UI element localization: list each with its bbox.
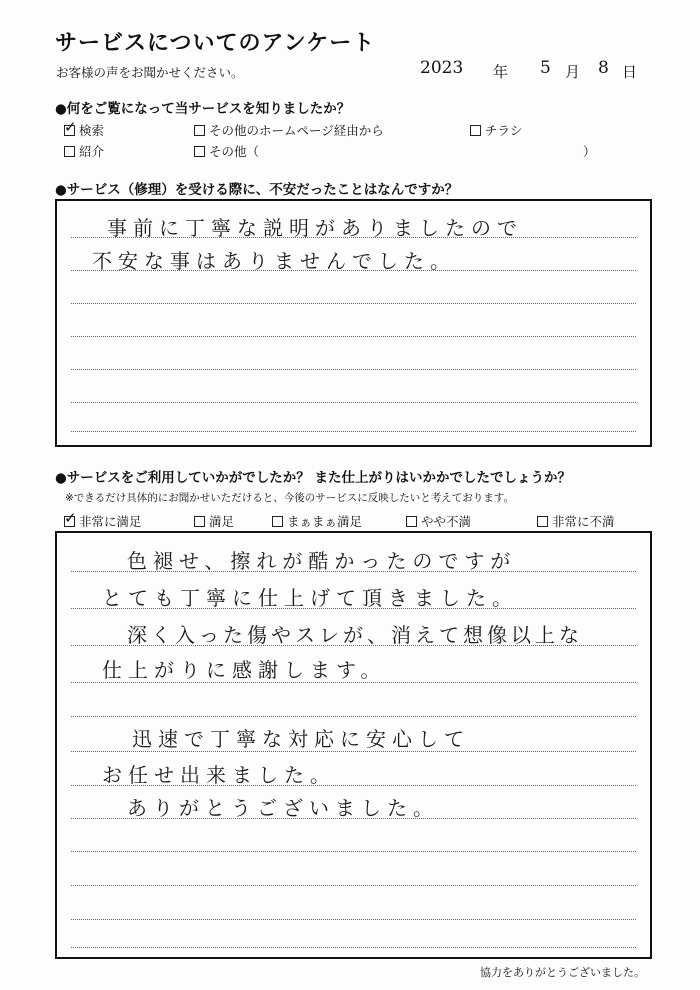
ruled-line bbox=[71, 336, 636, 337]
checkbox-somewhat-dissatisfied[interactable] bbox=[406, 516, 417, 527]
handwritten-answer-line: 仕上がりに感謝します。 bbox=[102, 658, 387, 682]
ruled-line bbox=[71, 431, 636, 432]
checkbox-other-homepage[interactable] bbox=[194, 125, 205, 136]
survey-title: サービスについてのアンケート bbox=[55, 31, 376, 56]
date-day: 8 bbox=[598, 58, 609, 78]
handwritten-answer-line: 迅速で丁寧な対応に安心して bbox=[132, 727, 470, 751]
checkbox-somewhat-satisfied[interactable] bbox=[272, 516, 283, 527]
rating-very-satisfied-label: 非常に満足 bbox=[79, 514, 142, 529]
satisfaction-note: ※できるだけ具体的にお聞かせいただけると、今後のサービスに反映したいと考えております。 bbox=[65, 492, 514, 504]
satisfaction-answer-box[interactable] bbox=[55, 531, 652, 959]
handwritten-answer-line: 深く入った傷やスレが、消えて想像以上な bbox=[127, 623, 583, 647]
rating-satisfied-label: 満足 bbox=[209, 514, 235, 529]
check-mark-icon: ✓ bbox=[64, 508, 77, 527]
checkbox-other[interactable] bbox=[194, 146, 205, 157]
rating-satisfied[interactable] bbox=[194, 512, 234, 530]
rating-somewhat-satisfied[interactable] bbox=[272, 512, 362, 530]
ruled-line bbox=[71, 919, 636, 920]
option-search-label: 検索 bbox=[79, 123, 105, 138]
ruled-line bbox=[71, 947, 636, 948]
concerns-answer-box[interactable] bbox=[55, 199, 652, 447]
date-month-label: 月 bbox=[565, 63, 581, 81]
checkbox-flyer[interactable] bbox=[470, 125, 481, 136]
footer-thanks: 協力をありがとうございました。 bbox=[480, 966, 645, 979]
option-flyer[interactable] bbox=[470, 121, 523, 139]
question-concerns: ●サービス（修理）を受ける際に、不安だったことはなんですか？ bbox=[55, 182, 459, 198]
check-mark-icon: ✓ bbox=[64, 117, 77, 136]
rating-somewhat-satisfied-label: まぁまぁ満足 bbox=[287, 514, 363, 529]
option-referral-label: 紹介 bbox=[79, 144, 105, 159]
rating-somewhat-dissatisfied[interactable] bbox=[406, 512, 471, 530]
rating-very-satisfied[interactable] bbox=[64, 508, 142, 530]
ruled-line bbox=[71, 885, 636, 886]
ruled-line bbox=[71, 851, 636, 852]
rating-somewhat-dissatisfied-label: やや不満 bbox=[421, 514, 472, 529]
question-satisfaction: ●サービスをご利用していかがでしたか？ また仕上がりはいかかでしたでしょうか？ bbox=[55, 470, 571, 486]
ruled-line bbox=[71, 716, 636, 717]
date-day-label: 日 bbox=[622, 63, 638, 81]
option-other-label: その他（ bbox=[209, 144, 260, 159]
handwritten-answer-line: とても丁寧に仕上げて頂きました。 bbox=[102, 586, 518, 610]
survey-subtitle: お客様の声をお聞かせください。 bbox=[56, 65, 244, 80]
option-other-homepage[interactable] bbox=[194, 121, 384, 139]
question-how-found: ●何をご覧になって当サービスを知りましたか？ bbox=[55, 101, 351, 117]
checkbox-very-satisfied[interactable] bbox=[64, 508, 77, 527]
ruled-line bbox=[71, 402, 636, 403]
rating-very-dissatisfied[interactable] bbox=[537, 512, 615, 530]
ruled-line bbox=[71, 369, 636, 370]
date-month: 5 bbox=[540, 58, 551, 78]
handwritten-answer-line: ありがとうございました。 bbox=[127, 796, 439, 820]
handwritten-answer-line: 色褪せ、擦れが酷かったのですが bbox=[127, 549, 517, 573]
ruled-line bbox=[71, 303, 636, 304]
option-other[interactable] bbox=[194, 142, 259, 160]
handwritten-answer-line: 不安な事はありませんでした。 bbox=[92, 249, 456, 273]
option-referral[interactable] bbox=[64, 142, 104, 160]
option-other-close-paren: ） bbox=[583, 144, 596, 159]
checkbox-search[interactable] bbox=[64, 117, 77, 136]
checkbox-very-dissatisfied[interactable] bbox=[537, 516, 548, 527]
option-flyer-label: チラシ bbox=[485, 123, 523, 138]
checkbox-satisfied[interactable] bbox=[194, 516, 205, 527]
checkbox-referral[interactable] bbox=[64, 146, 75, 157]
date-year-label: 年 bbox=[493, 63, 509, 81]
option-other-homepage-label: その他のホームページ経由から bbox=[209, 123, 384, 138]
option-search[interactable] bbox=[64, 117, 105, 139]
rating-very-dissatisfied-label: 非常に不満 bbox=[552, 514, 615, 529]
handwritten-answer-line: お任せ出来ました。 bbox=[102, 763, 336, 787]
handwritten-answer-line: 事前に丁寧な説明がありましたので bbox=[107, 216, 523, 240]
date-year: 2023 bbox=[420, 58, 464, 78]
